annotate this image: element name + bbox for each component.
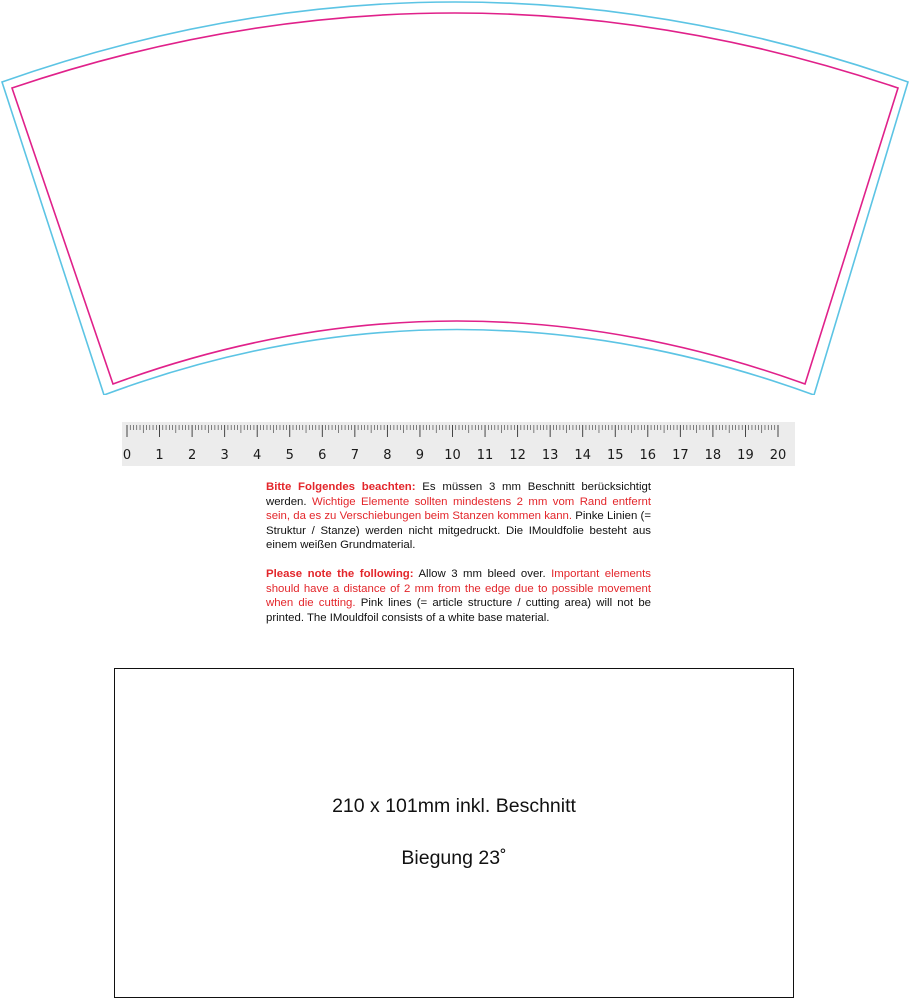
ruler-label: 6 <box>318 448 327 463</box>
ruler-label: 17 <box>672 448 689 463</box>
notes-english-bleed: Allow 3 mm bleed over. <box>413 567 546 580</box>
ruler-label: 7 <box>350 448 359 463</box>
bleed-outline <box>2 2 908 395</box>
ruler-label: 1 <box>155 448 164 463</box>
ruler-label: 15 <box>606 448 624 463</box>
notes-german-warning: Wichtige Elemente sollten mindestens 2 mm vom Rand entfernt sein, da es zu Verschiebungen beim Stanzen kommen kann. <box>266 495 651 523</box>
ruler-label: 0 <box>122 448 132 463</box>
ruler-label: 5 <box>285 448 294 463</box>
ruler-label: 19 <box>737 448 754 463</box>
ruler-label: 14 <box>574 448 591 463</box>
spec-box <box>114 668 794 998</box>
notes-english <box>266 567 651 625</box>
ruler-label: 18 <box>704 448 722 463</box>
ruler-label: 20 <box>769 448 787 463</box>
cut-outline <box>12 13 898 384</box>
cup-wrap-template <box>0 0 910 395</box>
ruler-ticks <box>127 425 778 437</box>
ruler-label: 9 <box>415 448 425 463</box>
ruler-label: 10 <box>444 448 461 463</box>
notes-german <box>266 480 651 553</box>
notes-german-pink-lines: Pinke Linien (= Struktur / Stanze) werden nicht mitgedruckt. Die IMouldfolie besteht aus einem weißen Grundmaterial. <box>266 510 651 552</box>
notes-english-pink-lines: Pink lines (= article structure / cutting area) will not be printed. The IMouldfoil consists of a white base material. <box>266 597 651 624</box>
ruler-label: 4 <box>253 448 262 463</box>
ruler-labels <box>123 448 786 463</box>
ruler-label: 13 <box>541 448 559 463</box>
ruler-label: 12 <box>509 448 526 463</box>
notes-german-heading: Bitte Folgendes beachten: <box>266 481 416 493</box>
print-notes <box>266 480 651 639</box>
ruler-label: 16 <box>639 448 657 463</box>
ruler-label: 11 <box>476 448 494 463</box>
spec-size-text: 210 x 101mm inkl. Beschnitt <box>332 795 576 817</box>
spec-bend-text: Biegung 23˚ <box>401 847 507 869</box>
ruler-label: 3 <box>220 448 229 463</box>
notes-english-heading: Please note the following: <box>266 567 414 580</box>
notes-english-warning: Important elements should have a distance of 2 mm from the edge due to possible movement when die cutting. <box>266 567 651 610</box>
ruler-label: 2 <box>187 448 197 463</box>
ruler <box>122 422 795 466</box>
ruler-label: 8 <box>383 448 392 463</box>
notes-german-bleed: Es müssen 3 mm Beschnitt berücksichtigt werden. <box>266 481 651 508</box>
ruler-scale <box>122 422 795 466</box>
